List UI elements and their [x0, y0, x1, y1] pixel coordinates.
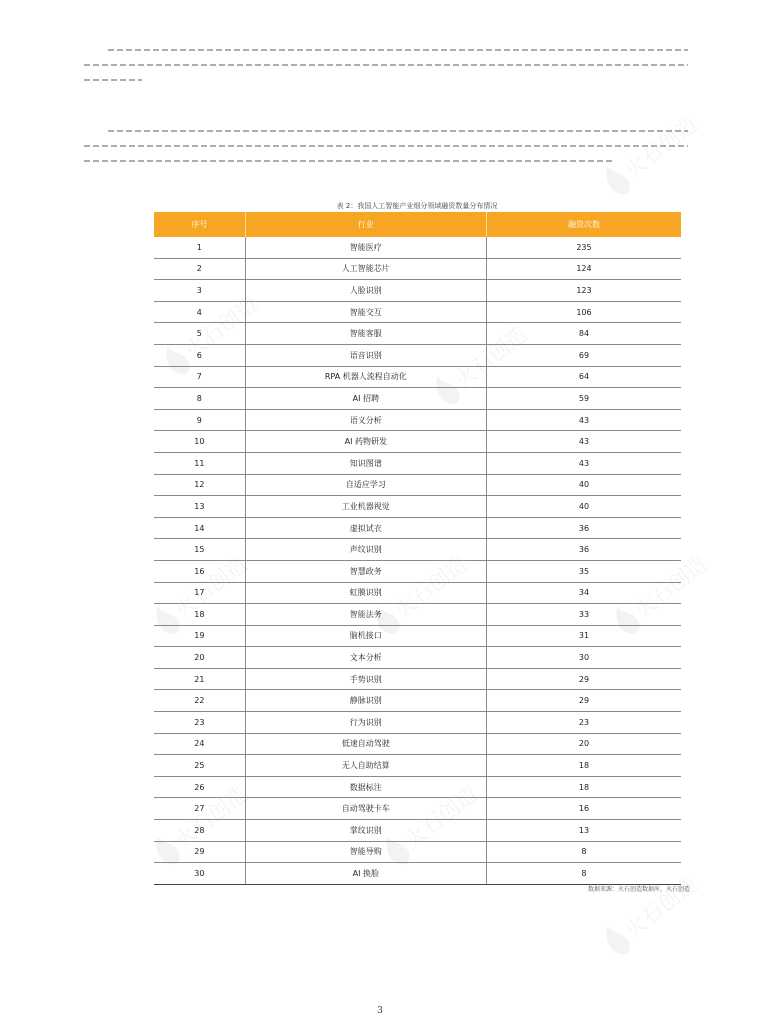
row-index-cell: 3: [154, 280, 245, 302]
row-count-cell: 30: [486, 647, 681, 669]
row-index-cell: 26: [154, 776, 245, 798]
row-count-cell: 43: [486, 409, 681, 431]
table-row: [154, 625, 681, 647]
row-count-cell: 33: [486, 604, 681, 626]
table-row: [154, 366, 681, 388]
row-count-cell: 20: [486, 733, 681, 755]
row-count-cell: 18: [486, 776, 681, 798]
row-index-cell: 24: [154, 733, 245, 755]
row-industry-cell: 知识图谱: [245, 452, 486, 474]
table-row: [154, 323, 681, 345]
row-count-cell: 31: [486, 625, 681, 647]
row-count-cell: 35: [486, 560, 681, 582]
header-industry: 行业: [245, 212, 486, 237]
row-index-cell: 30: [154, 863, 245, 885]
row-index-cell: 29: [154, 841, 245, 863]
row-index-cell: 17: [154, 582, 245, 604]
row-index-cell: 1: [154, 237, 245, 258]
row-index-cell: 10: [154, 431, 245, 453]
body-paragraph-2: [84, 119, 688, 175]
table-row: [154, 388, 681, 410]
table-row: [154, 517, 681, 539]
row-industry-cell: 无人自助结算: [245, 755, 486, 777]
row-industry-cell: 虹膜识别: [245, 582, 486, 604]
table-row: [154, 280, 681, 302]
table-caption: 表 2：我国人工智能产业细分领域融资数量分布情况: [336, 202, 498, 210]
row-count-cell: 23: [486, 712, 681, 734]
table-row: [154, 668, 681, 690]
row-count-cell: 18: [486, 755, 681, 777]
table-row: [154, 409, 681, 431]
table-header-row: [154, 212, 681, 237]
table-row: [154, 604, 681, 626]
row-industry-cell: 静脉识别: [245, 690, 486, 712]
row-industry-cell: 低速自动驾驶: [245, 733, 486, 755]
row-industry-cell: 语音识别: [245, 344, 486, 366]
table-row: [154, 647, 681, 669]
row-index-cell: 16: [154, 560, 245, 582]
row-count-cell: 36: [486, 517, 681, 539]
page-number: 3: [377, 1006, 383, 1016]
row-industry-cell: 声纹识别: [245, 539, 486, 561]
row-industry-cell: AI 招聘: [245, 388, 486, 410]
row-count-cell: 29: [486, 668, 681, 690]
row-index-cell: 23: [154, 712, 245, 734]
row-index-cell: 15: [154, 539, 245, 561]
row-index-cell: 7: [154, 366, 245, 388]
row-index-cell: 2: [154, 258, 245, 280]
row-count-cell: 123: [486, 280, 681, 302]
row-index-cell: 28: [154, 820, 245, 842]
row-industry-cell: 智能医疗: [245, 237, 486, 258]
row-industry-cell: AI 换脸: [245, 863, 486, 885]
table-row: [154, 690, 681, 712]
row-count-cell: 40: [486, 496, 681, 518]
row-industry-cell: 人脸识别: [245, 280, 486, 302]
row-index-cell: 22: [154, 690, 245, 712]
row-industry-cell: 语义分析: [245, 409, 486, 431]
row-count-cell: 36: [486, 539, 681, 561]
table-row: [154, 560, 681, 582]
row-industry-cell: RPA 机器人流程自动化: [245, 366, 486, 388]
row-count-cell: 235: [486, 237, 681, 258]
row-industry-cell: 智能交互: [245, 301, 486, 323]
row-industry-cell: 自动驾驶卡车: [245, 798, 486, 820]
body-paragraph-1: [84, 38, 688, 94]
table-row: [154, 755, 681, 777]
row-count-cell: 29: [486, 690, 681, 712]
table-row: [154, 258, 681, 280]
row-industry-cell: 智慧政务: [245, 560, 486, 582]
row-count-cell: 8: [486, 841, 681, 863]
row-industry-cell: AI 药物研发: [245, 431, 486, 453]
row-index-cell: 19: [154, 625, 245, 647]
financing-table: [154, 212, 681, 885]
table-row: [154, 344, 681, 366]
data-source-note: 数据来源：火石创造数据库，火石创造: [587, 886, 690, 893]
table-row: [154, 474, 681, 496]
row-industry-cell: 人工智能芯片: [245, 258, 486, 280]
row-index-cell: 8: [154, 388, 245, 410]
row-count-cell: 106: [486, 301, 681, 323]
row-industry-cell: 工业机器视觉: [245, 496, 486, 518]
table-row: [154, 863, 681, 885]
row-industry-cell: 智能客服: [245, 323, 486, 345]
table-row: [154, 733, 681, 755]
row-industry-cell: 自适应学习: [245, 474, 486, 496]
table-row: [154, 820, 681, 842]
table-row: [154, 582, 681, 604]
row-count-cell: 124: [486, 258, 681, 280]
row-count-cell: 40: [486, 474, 681, 496]
row-count-cell: 84: [486, 323, 681, 345]
row-count-cell: 59: [486, 388, 681, 410]
row-index-cell: 6: [154, 344, 245, 366]
row-count-cell: 16: [486, 798, 681, 820]
row-industry-cell: 行为识别: [245, 712, 486, 734]
row-index-cell: 25: [154, 755, 245, 777]
row-industry-cell: 掌纹识别: [245, 820, 486, 842]
table-row: [154, 431, 681, 453]
row-index-cell: 13: [154, 496, 245, 518]
row-industry-cell: 脑机接口: [245, 625, 486, 647]
header-index: 序号: [154, 212, 245, 237]
row-count-cell: 64: [486, 366, 681, 388]
row-index-cell: 27: [154, 798, 245, 820]
table-row: [154, 496, 681, 518]
table-row: [154, 539, 681, 561]
row-index-cell: 21: [154, 668, 245, 690]
row-index-cell: 5: [154, 323, 245, 345]
table-row: [154, 452, 681, 474]
row-industry-cell: 手势识别: [245, 668, 486, 690]
row-count-cell: 43: [486, 452, 681, 474]
row-count-cell: 8: [486, 863, 681, 885]
row-index-cell: 12: [154, 474, 245, 496]
row-count-cell: 69: [486, 344, 681, 366]
row-count-cell: 43: [486, 431, 681, 453]
row-industry-cell: 智能法务: [245, 604, 486, 626]
row-industry-cell: 虚拟试衣: [245, 517, 486, 539]
row-industry-cell: 智能导购: [245, 841, 486, 863]
row-index-cell: 18: [154, 604, 245, 626]
row-count-cell: 34: [486, 582, 681, 604]
header-financing-count: 融资次数: [486, 212, 681, 237]
row-industry-cell: 数据标注: [245, 776, 486, 798]
table-row: [154, 301, 681, 323]
row-index-cell: 20: [154, 647, 245, 669]
row-industry-cell: 文本分析: [245, 647, 486, 669]
row-count-cell: 13: [486, 820, 681, 842]
row-index-cell: 4: [154, 301, 245, 323]
table-row: [154, 841, 681, 863]
row-index-cell: 9: [154, 409, 245, 431]
row-index-cell: 11: [154, 452, 245, 474]
row-index-cell: 14: [154, 517, 245, 539]
table-row: [154, 776, 681, 798]
table-row: [154, 237, 681, 258]
table-row: [154, 798, 681, 820]
table-row: [154, 712, 681, 734]
